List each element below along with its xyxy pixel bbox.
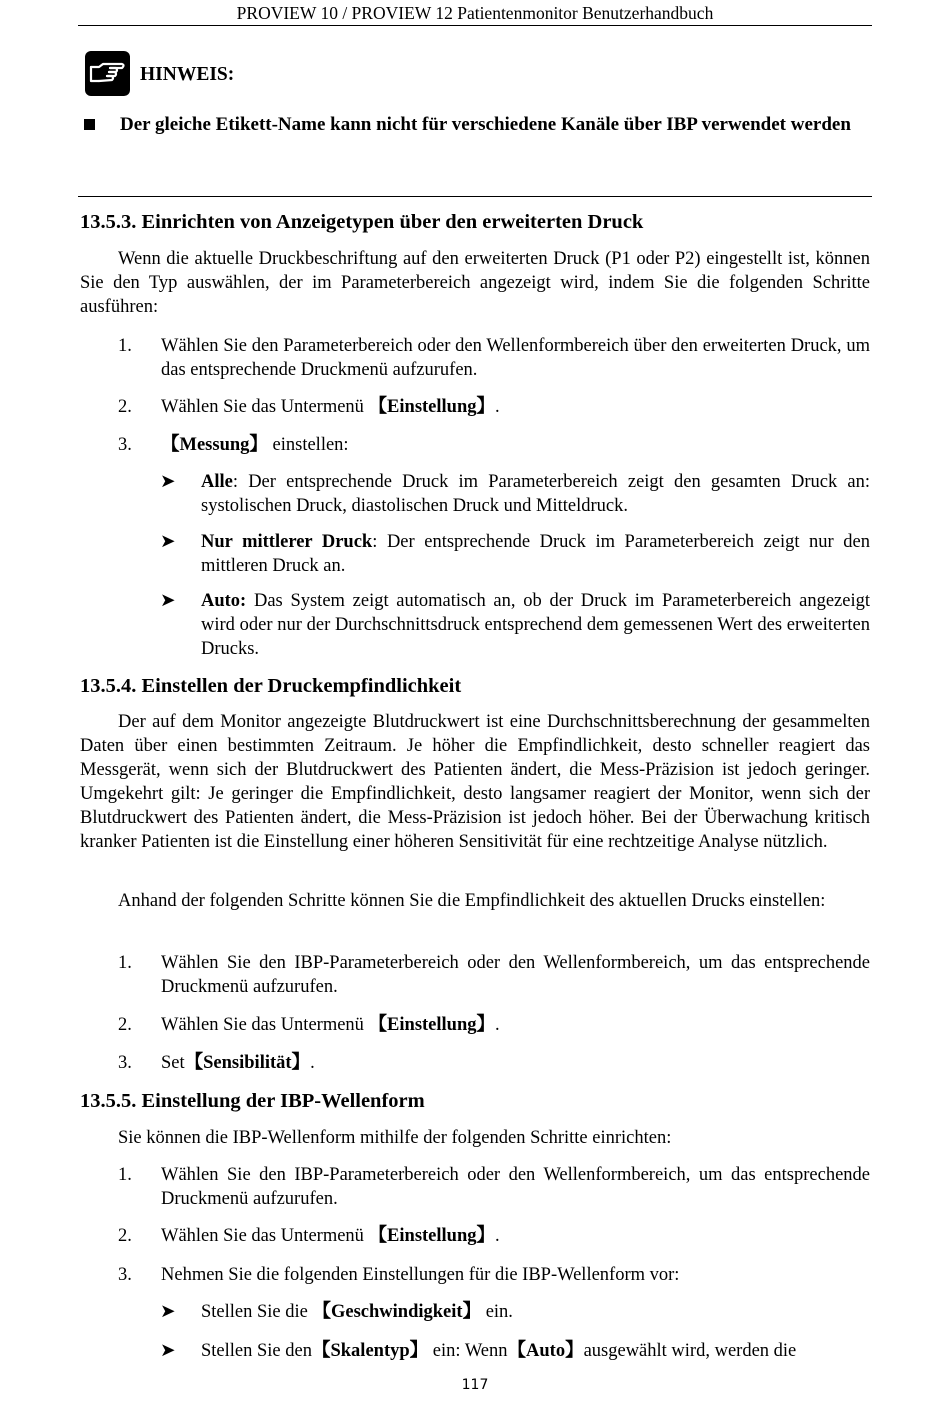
- arrow-bullet-icon: ➤: [160, 1302, 176, 1322]
- bullet-square-icon: [84, 119, 95, 130]
- step-text: Wählen Sie den Parameterbereich oder den Wellenformbereich über den erweiterten Druck, um das entsprechende Druckmenü aufzurufen.: [161, 336, 870, 380]
- option-item: Stellen Sie die 【Geschwindigkeit】 ein.: [201, 1302, 513, 1322]
- arrow-bullet-icon: ➤: [160, 472, 176, 492]
- page-header: PROVIEW 10 / PROVIEW 12 Patientenmonitor Benutzerhandbuch: [236, 3, 714, 23]
- arrow-bullet-icon: ➤: [160, 591, 176, 611]
- note-divider: [78, 196, 872, 197]
- step-number: 2.: [118, 1015, 132, 1035]
- option-item: Stellen Sie den【Skalentyp】 ein: Wenn【Auto】ausgewählt wird, werden die: [201, 1341, 797, 1361]
- menu-label: 【Auto】: [507, 1341, 584, 1361]
- section-heading-13-5-5: 13.5.5. Einstellung der IBP-Wellenform: [80, 1090, 425, 1112]
- option-item: Auto: Das System zeigt automatisch an, ob der Druck im Parameterbereich angezeigt wird oder nur der Durchschnittsdruck entsprechend dem gemessenen Wert des erweiterten Drucks.: [201, 591, 870, 659]
- step-number: 1.: [118, 1165, 132, 1185]
- arrow-bullet-icon: ➤: [160, 1341, 176, 1361]
- pointing-hand-icon: [85, 51, 130, 96]
- section-paragraph: Der auf dem Monitor angezeigte Blutdruckwert ist eine Durchschnittsberechnung der gesammelten Daten über einen bestimmten Zeitraum. Je höher die Empfindlichkeit, desto schneller reagiert das Messgerät, wenn sich der Blutdruckwert des Patienten ändert, die Mess-Präzision ist jedoch geringer. Umgekehrt gilt: Je geringer die Empfindlichkeit, desto langsamer reagiert der Monitor, wenn sich der Blutdruckwert des Patienten ändert, die Mess-Präzision ist jedoch höher. Bei der Überwachung kritisch kranker Patienten ist die Einstellung einer höheren Sensitivität für eine rechtzeitige Analyse nützlich.: [80, 712, 870, 852]
- step-text: Wählen Sie das Untermenü 【Einstellung】.: [161, 1226, 500, 1246]
- arrow-bullet-icon: ➤: [160, 532, 176, 552]
- step-number: 2.: [118, 397, 132, 417]
- note-text: Der gleiche Etikett-Name kann nicht für verschiedene Kanäle über IBP verwendet werden: [120, 114, 851, 135]
- step-text: Nehmen Sie die folgenden Einstellungen für die IBP-Wellenform vor:: [161, 1265, 680, 1285]
- step-text: Wählen Sie den IBP-Parameterbereich oder den Wellenformbereich, um das entsprechende Druckmenü aufzurufen.: [161, 1165, 870, 1209]
- option-item: Nur mittlerer Druck: Der entsprechende Druck im Parameterbereich zeigt nur den mittleren Druck an.: [201, 532, 871, 576]
- section-intro-paragraph: Wenn die aktuelle Druckbeschriftung auf den erweiterten Druck (P1 oder P2) eingestellt ist, können Sie den Typ auswählen, der im Parameterbereich angezeigt wird, indem Sie die folgenden Schritte ausführen:: [80, 249, 870, 317]
- step-number: 3.: [118, 1053, 132, 1073]
- menu-label: 【Einstellung】: [368, 1226, 495, 1246]
- step-number: 3.: [118, 1265, 132, 1285]
- step-text: Wählen Sie den IBP-Parameterbereich oder den Wellenformbereich, um das entsprechende Druckmenü aufzurufen.: [161, 953, 870, 997]
- menu-label: 【Messung】: [161, 435, 268, 455]
- section-intro-paragraph: Sie können die IBP-Wellenform mithilfe der folgenden Schritte einrichten:: [118, 1128, 672, 1148]
- step-number: 1.: [118, 336, 132, 356]
- menu-label: 【Skalentyp】: [311, 1341, 429, 1361]
- step-text: Wählen Sie das Untermenü 【Einstellung】.: [161, 1015, 500, 1035]
- step-number: 2.: [118, 1226, 132, 1246]
- menu-label: 【Einstellung】: [368, 397, 495, 417]
- menu-label: 【Einstellung】: [368, 1015, 495, 1035]
- section-heading-13-5-4: 13.5.4. Einstellen der Druckempfindlichkeit: [80, 675, 462, 697]
- menu-label: 【Geschwindigkeit】: [312, 1302, 482, 1322]
- section-heading-13-5-3: 13.5.3. Einrichten von Anzeigetypen über den erweiterten Druck: [80, 211, 644, 233]
- menu-label: 【Sensibilität】: [184, 1053, 311, 1073]
- note-title: HINWEIS:: [140, 64, 235, 85]
- step-text: Wählen Sie das Untermenü 【Einstellung】.: [161, 397, 500, 417]
- step-number: 3.: [118, 435, 132, 455]
- step-text: 【Messung】 einstellen:: [161, 435, 349, 455]
- option-item: Alle: Der entsprechende Druck im Parameterbereich zeigt den gesamten Druck an: systolischen Druck, diastolischen Druck und Mitteldruck.: [201, 472, 870, 516]
- step-number: 1.: [118, 953, 132, 973]
- section-paragraph: Anhand der folgenden Schritte können Sie die Empfindlichkeit des aktuellen Drucks einstellen:: [118, 891, 826, 911]
- page-number: 117: [461, 1377, 489, 1393]
- step-text: Set【Sensibilität】.: [161, 1053, 315, 1073]
- header-divider: [78, 25, 872, 26]
